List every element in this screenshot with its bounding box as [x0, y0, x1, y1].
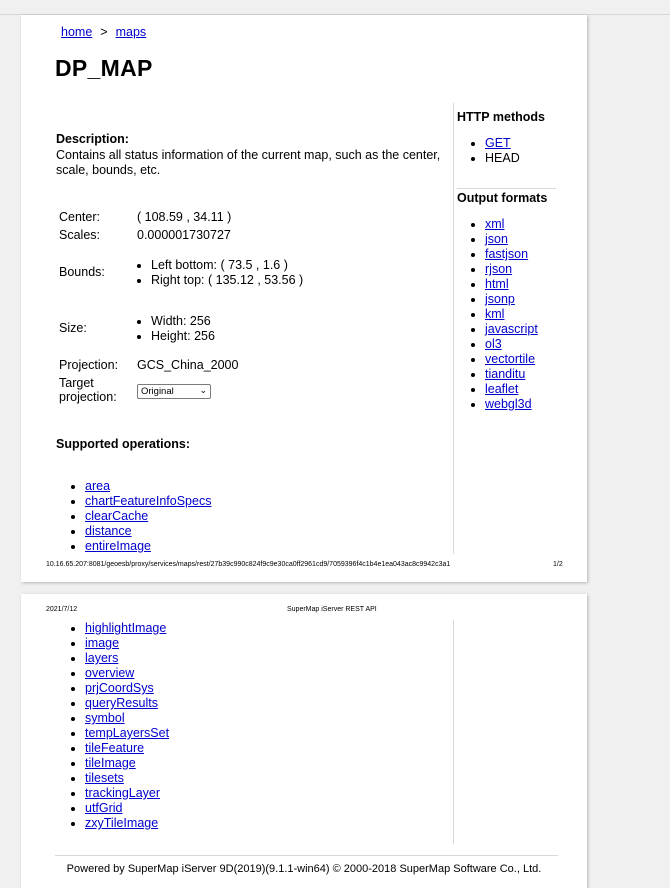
breadcrumb-home-link[interactable]: home — [61, 25, 93, 39]
output-format-item[interactable] — [485, 322, 538, 337]
operation-link-entireimage[interactable]: entireImage — [85, 539, 152, 553]
output-format-item[interactable] — [485, 382, 538, 397]
bounds-left-bottom: • Left bottom: ( 73.5 , 1.6 ) — [151, 258, 303, 273]
operation-link-area[interactable]: area — [85, 479, 111, 493]
sidebar-divider — [457, 188, 556, 189]
page-title: DP_MAP — [55, 55, 153, 81]
operation-item[interactable] — [85, 696, 169, 711]
format-link-fastjson[interactable]: fastjson — [485, 247, 529, 261]
output-format-item[interactable] — [485, 292, 538, 307]
operation-item[interactable] — [85, 621, 169, 636]
operation-item[interactable] — [85, 681, 169, 696]
operations-heading: Supported operations: — [56, 437, 191, 451]
http-methods-heading: HTTP methods — [457, 110, 545, 124]
http-method-item — [485, 151, 520, 166]
scales-value: 0.000001730727 — [137, 228, 231, 242]
breadcrumb — [61, 25, 146, 39]
output-format-item[interactable] — [485, 367, 538, 382]
print-date: 2021/7/12 — [46, 606, 78, 613]
format-link-jsonp[interactable]: jsonp — [485, 292, 515, 306]
operation-link-zxytileimage[interactable]: zxyTileImage — [85, 816, 159, 830]
copyright-footer: Powered by SuperMap iServer 9D(2019)(9.1.1-win64) © 2000-2018 SuperMap Software Co., Ltd. — [66, 863, 542, 875]
format-link-leaflet[interactable]: leaflet — [485, 382, 519, 396]
operation-item[interactable] — [85, 666, 169, 681]
bounds-value — [137, 258, 303, 288]
print-page-number: 1/2 — [553, 561, 563, 568]
operation-link-overview[interactable]: overview — [85, 666, 135, 680]
operations-list-page1 — [71, 479, 211, 554]
operation-link-layers[interactable]: layers — [85, 651, 119, 665]
format-link-kml[interactable]: kml — [485, 307, 505, 321]
operation-item[interactable] — [85, 524, 211, 539]
chevron-down-icon: ⌄ — [199, 385, 207, 395]
format-link-rjson[interactable]: rjson — [485, 262, 513, 276]
output-format-item[interactable] — [485, 337, 538, 352]
http-method-get-link[interactable]: GET — [485, 136, 511, 150]
format-link-tianditu[interactable]: tianditu — [485, 367, 526, 381]
operation-link-chartfeatureinfospecs[interactable]: chartFeatureInfoSpecs — [85, 494, 212, 508]
operation-link-image[interactable]: image — [85, 636, 120, 650]
size-value — [137, 314, 215, 344]
output-formats-heading: Output formats — [457, 191, 548, 205]
format-link-vectortile[interactable]: vectortile — [485, 352, 536, 366]
operation-link-highlightimage[interactable]: highlightImage — [85, 621, 167, 635]
output-format-item[interactable] — [485, 217, 538, 232]
format-link-json[interactable]: json — [485, 232, 508, 246]
operation-link-queryresults[interactable]: queryResults — [85, 696, 158, 710]
size-height: • Height: 256 — [151, 329, 215, 344]
operation-item[interactable] — [85, 479, 211, 494]
output-formats-list — [472, 217, 538, 412]
http-method-head: HEAD — [485, 151, 520, 165]
http-method-item[interactable] — [485, 136, 520, 151]
operation-item[interactable] — [85, 756, 169, 771]
operation-item[interactable] — [85, 786, 169, 801]
size-width: • Width: 256 — [151, 314, 215, 329]
size-label: Size: — [59, 321, 87, 335]
operation-item[interactable] — [85, 711, 169, 726]
description-heading: Description: — [56, 132, 129, 146]
bounds-right-top: • Right top: ( 135.12 , 53.56 ) — [151, 273, 303, 288]
operation-link-templayersset[interactable]: tempLayersSet — [85, 726, 170, 740]
format-link-xml[interactable]: xml — [485, 217, 505, 231]
output-format-item[interactable] — [485, 262, 538, 277]
breadcrumb-separator: > — [100, 25, 108, 39]
output-format-item[interactable] — [485, 277, 538, 292]
breadcrumb-maps-link[interactable]: maps — [115, 25, 147, 39]
format-link-webgl3d[interactable]: webgl3d — [485, 397, 532, 411]
operation-link-trackinglayer[interactable]: trackingLayer — [85, 786, 161, 800]
description-text: Contains all status information of the current map, such as the center, scale, bounds, etc. — [56, 148, 441, 177]
print-page-2 — [21, 594, 587, 888]
target-projection-selected: Original — [141, 386, 174, 397]
operation-link-utfgrid[interactable]: utfGrid — [85, 801, 123, 815]
center-label: Center: — [59, 210, 100, 224]
operation-link-tilefeature[interactable]: tileFeature — [85, 741, 145, 755]
print-url-footer: 10.16.65.207:8081/geoesb/proxy/services/maps/rest/27b39c990c824f9c9e30ca0ff2961cd9/7059396f4c1b4e1ea043ac8c9942c3a1 — [46, 561, 451, 568]
target-projection-label: Target projection: — [59, 376, 117, 404]
target-projection-select[interactable] — [137, 384, 211, 399]
footer-divider — [55, 855, 558, 856]
operation-link-tilesets[interactable]: tilesets — [85, 771, 124, 785]
bounds-label: Bounds: — [59, 265, 105, 279]
operations-list-page2 — [71, 621, 169, 831]
output-format-item[interactable] — [485, 352, 538, 367]
operation-item[interactable] — [85, 816, 169, 831]
operation-link-distance[interactable]: distance — [85, 524, 132, 538]
operation-item[interactable] — [85, 741, 169, 756]
operation-item[interactable] — [85, 494, 211, 509]
sidebar-border — [453, 103, 454, 554]
format-link-javascript[interactable]: javascript — [485, 322, 538, 336]
operation-link-tileimage[interactable]: tileImage — [85, 756, 136, 770]
operation-link-clearcache[interactable]: clearCache — [85, 509, 149, 523]
output-format-item[interactable] — [485, 232, 538, 247]
operation-link-symbol[interactable]: symbol — [85, 711, 125, 725]
operation-item[interactable] — [85, 651, 169, 666]
scales-label: Scales: — [59, 228, 100, 242]
operation-item[interactable] — [85, 726, 169, 741]
operation-item[interactable] — [85, 509, 211, 524]
output-format-item[interactable] — [485, 307, 538, 322]
operation-item[interactable] — [85, 771, 169, 786]
operation-item[interactable] — [85, 636, 169, 651]
center-value: ( 108.59 , 34.11 ) — [137, 210, 232, 224]
http-methods-list — [472, 136, 520, 166]
format-link-html[interactable]: html — [485, 277, 509, 291]
operation-link-prjcoordsys[interactable]: prjCoordSys — [85, 681, 154, 695]
output-format-item[interactable] — [485, 397, 538, 412]
output-format-item[interactable] — [485, 247, 538, 262]
projection-value: GCS_China_2000 — [137, 358, 239, 372]
format-link-ol3[interactable]: ol3 — [485, 337, 502, 351]
sidebar-border — [453, 620, 454, 844]
operation-item[interactable] — [85, 801, 169, 816]
projection-label: Projection: — [59, 358, 119, 372]
print-page-1 — [21, 15, 587, 582]
print-header-title: SuperMap iServer REST API — [287, 606, 377, 613]
operation-item[interactable] — [85, 539, 211, 554]
